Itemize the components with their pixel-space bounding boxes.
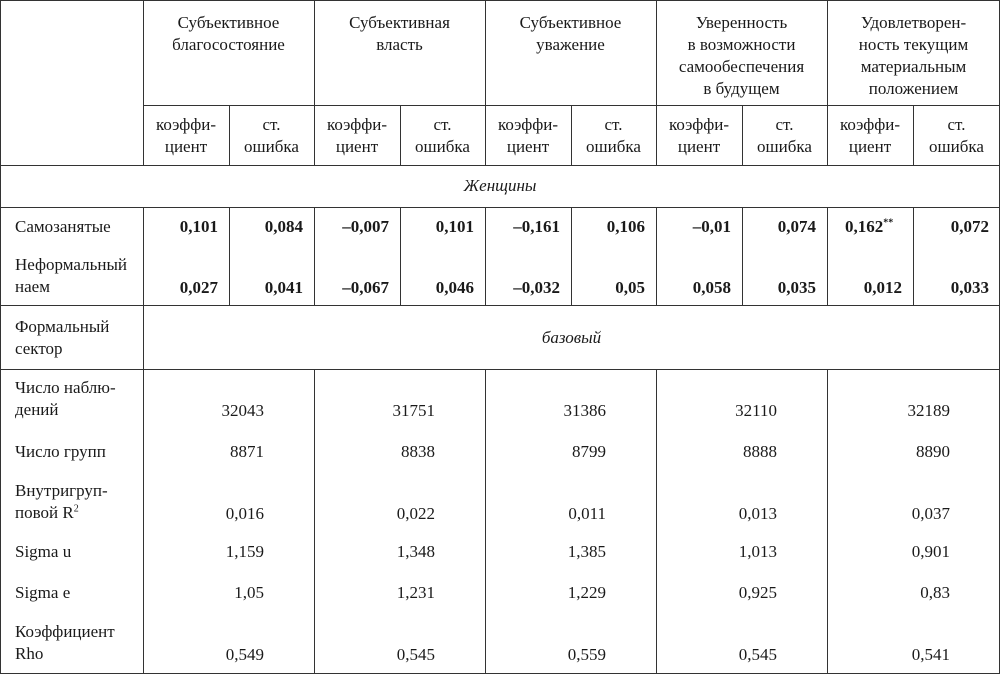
stat-value: 0,545 bbox=[396, 645, 435, 664]
stat-value: 8890 bbox=[916, 442, 950, 461]
baseline-label: Формальный сектор bbox=[15, 317, 110, 358]
baseline-value: базовый bbox=[541, 328, 602, 347]
subheader-se: ст. ошибка bbox=[586, 115, 641, 156]
stat-value: 0,541 bbox=[911, 645, 950, 664]
stat-value: 0,022 bbox=[396, 504, 435, 523]
stat-value: 1,159 bbox=[225, 542, 264, 561]
stat-value: 0,016 bbox=[225, 504, 264, 523]
stat-value: 8871 bbox=[230, 442, 264, 461]
stat-value: 1,013 bbox=[738, 542, 777, 561]
stat-value: 8888 bbox=[743, 442, 777, 461]
coef-value: –0,067 bbox=[342, 278, 389, 297]
stat-value: 32043 bbox=[221, 401, 264, 420]
stat-label: Коэффициент Rho bbox=[15, 622, 115, 663]
coef-value: 0,012 bbox=[863, 278, 902, 297]
coef-value-significant: 0,162** bbox=[845, 217, 894, 236]
stat-value: 0,83 bbox=[920, 583, 950, 602]
coef-value: –0,01 bbox=[692, 217, 731, 236]
se-value: 0,101 bbox=[435, 217, 474, 236]
stat-value: 1,229 bbox=[567, 583, 606, 602]
subheader-se: ст. ошибка bbox=[757, 115, 812, 156]
stat-value: 32189 bbox=[907, 401, 950, 420]
se-value: 0,05 bbox=[615, 278, 645, 297]
rule-left bbox=[0, 0, 1, 674]
subheader-se: ст. ошибка bbox=[929, 115, 984, 156]
stat-value: 1,385 bbox=[567, 542, 606, 561]
stat-value: 31751 bbox=[392, 401, 435, 420]
significance-mark: ** bbox=[883, 217, 894, 229]
group-label: Женщины bbox=[463, 176, 537, 195]
row-label: Неформальный наем bbox=[15, 255, 127, 296]
rule-group bbox=[0, 207, 1000, 208]
subheader-se: ст. ошибка bbox=[415, 115, 470, 156]
stat-value: 0,037 bbox=[911, 504, 950, 523]
stat-label: Число наблю- дений bbox=[15, 378, 116, 419]
stat-value: 0,013 bbox=[738, 504, 777, 523]
se-value: 0,033 bbox=[950, 278, 989, 297]
stat-value: 8799 bbox=[572, 442, 606, 461]
column-header: Субъективное благосостояние bbox=[172, 13, 285, 54]
column-header: Удовлетворен- ность текущим материальным положением bbox=[858, 13, 969, 98]
rule-baseline-bottom bbox=[0, 369, 1000, 370]
stat-value: 0,925 bbox=[738, 583, 777, 602]
stat-value: 1,231 bbox=[396, 583, 435, 602]
stat-value: 0,549 bbox=[225, 645, 264, 664]
coef-value: 0,058 bbox=[692, 278, 731, 297]
rule-top bbox=[0, 0, 1000, 1]
coef-value: 0,027 bbox=[179, 278, 218, 297]
stat-value: 0,011 bbox=[568, 504, 606, 523]
stat-value: 31386 bbox=[563, 401, 606, 420]
subheader-coef: коэффи- циент bbox=[327, 115, 387, 156]
stat-value: 0,559 bbox=[567, 645, 606, 664]
stat-label: Sigma e bbox=[15, 583, 71, 602]
stat-value: 8838 bbox=[401, 442, 435, 461]
coef-value: –0,007 bbox=[342, 217, 389, 236]
stat-label: Внутригруп- повой $R^2$ bbox=[15, 481, 108, 522]
stat-value: 1,05 bbox=[234, 583, 264, 602]
rule-header-bottom bbox=[0, 165, 1000, 166]
stat-value: 0,545 bbox=[738, 645, 777, 664]
se-value: 0,072 bbox=[950, 217, 989, 236]
coef-value: 0,101 bbox=[179, 217, 218, 236]
se-value: 0,041 bbox=[264, 278, 303, 297]
subheader-se: ст. ошибка bbox=[244, 115, 299, 156]
stat-value: 32110 bbox=[735, 401, 777, 420]
se-value: 0,106 bbox=[606, 217, 645, 236]
coef-value: –0,161 bbox=[513, 217, 560, 236]
stat-label: Sigma u bbox=[15, 542, 72, 561]
row-label: Самозанятые bbox=[15, 217, 111, 236]
stat-value: 0,901 bbox=[911, 542, 950, 561]
column-header: Субъективная власть bbox=[349, 13, 450, 54]
column-header: Уверенность в возможности самообеспечения в будущем bbox=[678, 13, 805, 98]
stat-label: Число групп bbox=[15, 442, 106, 461]
subheader-coef: коэффи- циент bbox=[156, 115, 216, 156]
subheader-coef: коэффи- циент bbox=[498, 115, 558, 156]
coef-value: –0,032 bbox=[513, 278, 560, 297]
se-value: 0,074 bbox=[777, 217, 816, 236]
column-header: Субъективное уважение bbox=[519, 13, 622, 54]
se-value: 0,035 bbox=[777, 278, 816, 297]
rule-rows-bottom bbox=[0, 305, 1000, 306]
se-value: 0,084 bbox=[264, 217, 303, 236]
subheader-coef: коэффи- циент bbox=[669, 115, 729, 156]
se-value: 0,046 bbox=[435, 278, 474, 297]
subheader-coef: коэффи- циент bbox=[840, 115, 900, 156]
stat-value: 1,348 bbox=[396, 542, 435, 561]
